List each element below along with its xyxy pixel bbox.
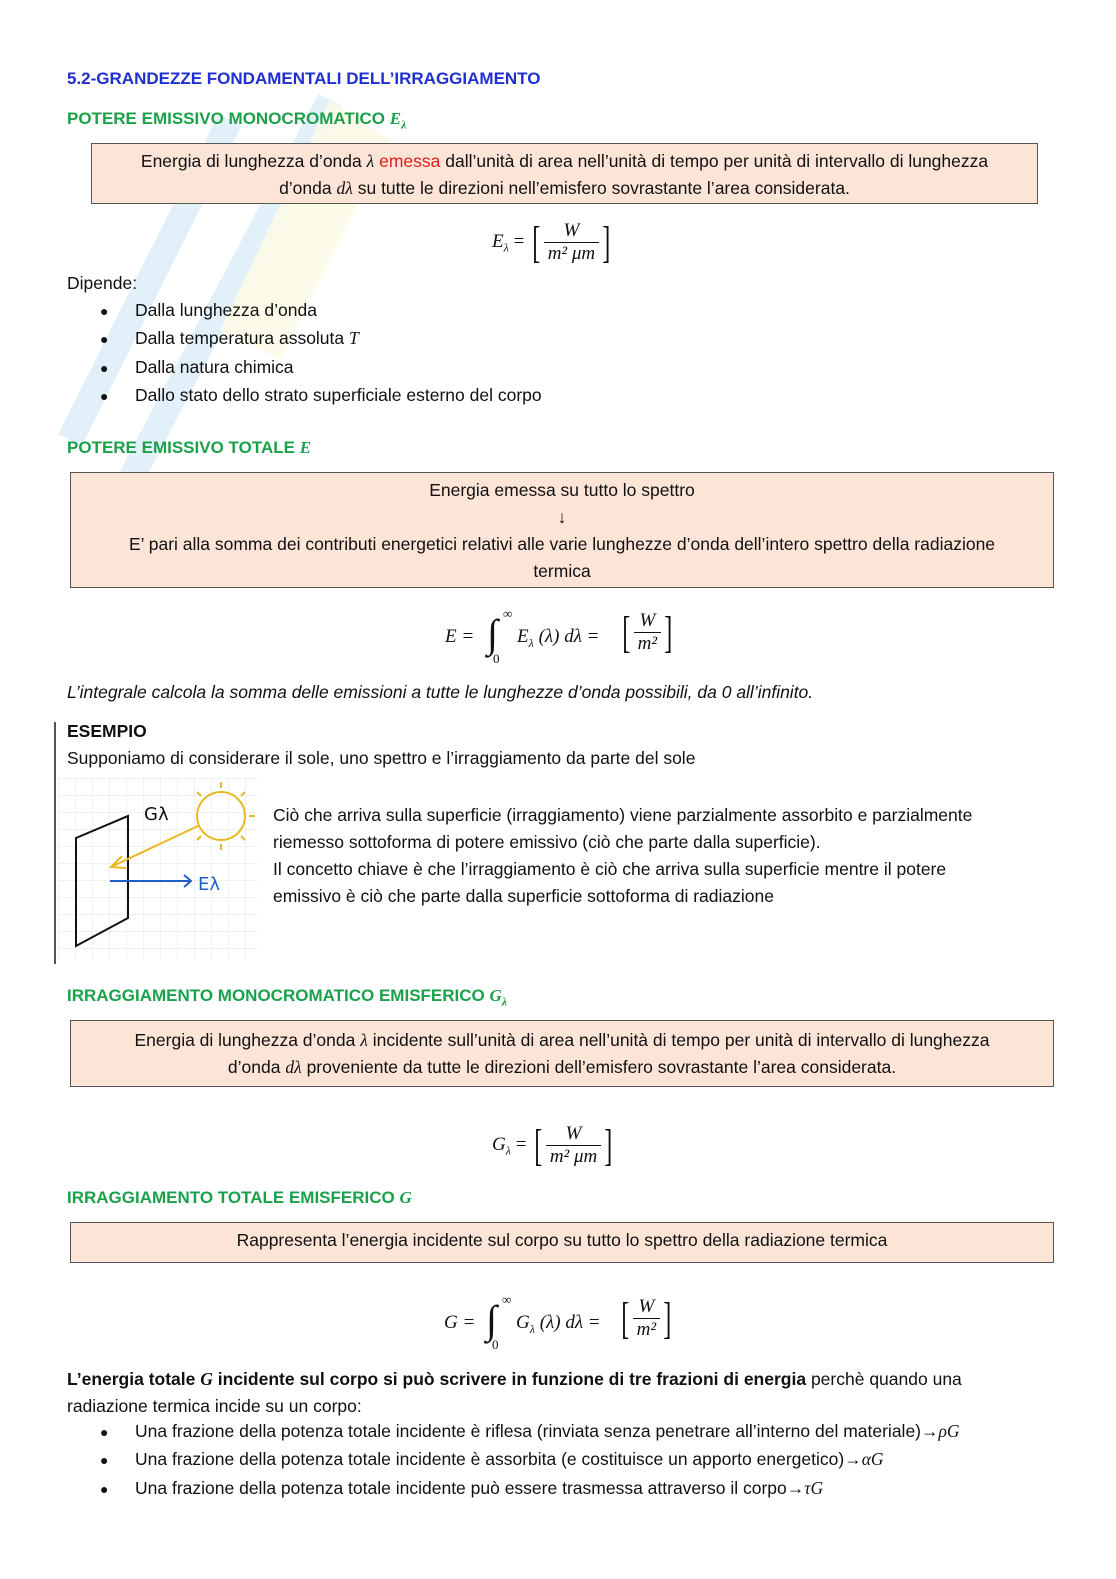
definition-box-g-lambda: Energia di lunghezza d’onda λ incidente sull’unità di area nell’unità di tempo per unità di intervallo di lunghezza d’onda dλ proveniente da tutte le direzioni dell’emisfero sovrastante l’area considerata.: [70, 1020, 1054, 1087]
definition-box-e-total: Energia emessa su tutto lo spettro ↓ E’ pari alla somma dei contributi energetici relativi alle varie lunghezze d’onda dell’intero spettro della radiazione termica: [70, 472, 1054, 588]
bullet: ●: [100, 1452, 109, 1468]
e-lambda-label: Eλ: [198, 874, 221, 895]
g-lambda-label: Gλ: [144, 804, 169, 825]
heading-potere-emissivo-totale: POTERE EMISSIVO TOTALE E: [67, 438, 312, 457]
example-text: Ciò che arriva sulla superficie (irraggiamento) viene parzialmente assorbito e parzialmente riemesso sottoforma di potere emissivo (ciò che parte dalla superficie). Il concetto chiave è che l’irraggiamento è ciò che arriva sulla superficie mentre il potere emissivo è ciò che parte dalla superficie sottoforma di radiazione: [273, 805, 973, 906]
depends-item: Dalla lunghezza d’onda: [135, 300, 317, 320]
formula-e-total: E = ∫ ∞ 0 $E_\lambda$ (λ) dλ = [ $\frac{W}{\text{m²}}$ ]: [445, 606, 673, 666]
sun-irradiation-sketch: [58, 778, 258, 960]
depends-item: Dallo stato dello strato superficiale esterno del corpo: [135, 385, 542, 405]
integral-note: L’integrale calcola la somma delle emissioni a tutte le lunghezze d’onda possibili, da 0 all’infinito.: [67, 682, 814, 702]
fraction-item: Una frazione della potenza totale incidente è riflesa (rinviata senza penetrare all’interno del materiale)→ρG: [135, 1421, 960, 1441]
bullet: ●: [100, 303, 109, 319]
fraction-item: Una frazione della potenza totale incidente è assorbita (e costituisce un apporto energetico)→αG: [135, 1449, 884, 1469]
fraction-item: Una frazione della potenza totale incidente può essere trasmessa attraverso il corpo→τG: [135, 1478, 824, 1498]
heading-potere-emissivo-monocromatico: POTERE EMISSIVO MONOCROMATICO $E_\lambda$: [67, 109, 407, 132]
bullet: ●: [100, 388, 109, 404]
bullet: ●: [100, 360, 109, 376]
final-paragraph: L’energia totale G incidente sul corpo si può scrivere in funzione di tre frazioni di energia perchè quando una radiazione termica incide su un corpo:: [67, 1369, 962, 1416]
depends-item: Dalla natura chimica: [135, 357, 294, 377]
depends-item: Dalla temperatura assoluta T: [135, 328, 359, 348]
depends-label: Dipende:: [67, 273, 138, 293]
example-intro: Supponiamo di considerare il sole, uno spettro e l’irraggiamento da parte del sole: [67, 748, 696, 768]
example-sidebar-line: [54, 722, 56, 964]
example-title: ESEMPIO: [67, 721, 147, 741]
heading-irraggiamento-monocromatico: IRRAGGIAMENTO MONOCROMATICO EMISFERICO $G_\lambda$: [67, 986, 508, 1009]
formula-e-lambda: $E_\lambda$ = [ $\frac{W}{\text{m² μm}}$ ]: [492, 217, 611, 267]
bullet: ●: [100, 1424, 109, 1440]
formula-g-lambda: $G_\lambda$ = [ $\frac{W}{\text{m² μm}}$ ]: [492, 1120, 613, 1170]
formula-g-total: G = ∫ ∞ 0 $G_\lambda$ (λ) dλ = [ $\frac{W}{\text{m²}}$ ]: [444, 1292, 672, 1352]
section-title: 5.2-GRANDEZZE FONDAMENTALI DELL’IRRAGGIAMENTO: [67, 69, 541, 88]
bullet: ●: [100, 1481, 109, 1497]
bullet: ●: [100, 331, 109, 347]
definition-box-g-total: Rappresenta l’energia incidente sul corpo su tutto lo spettro della radiazione termica: [70, 1222, 1054, 1263]
definition-box-e-lambda: Energia di lunghezza d’onda λ emessa dall’unità di area nell’unità di tempo per unità di intervallo di lunghezza d’onda dλ su tutte le direzioni nell’emisfero sovrastante l’area considerata.: [91, 143, 1038, 204]
heading-irraggiamento-totale: IRRAGGIAMENTO TOTALE EMISFERICO G: [67, 1188, 412, 1207]
